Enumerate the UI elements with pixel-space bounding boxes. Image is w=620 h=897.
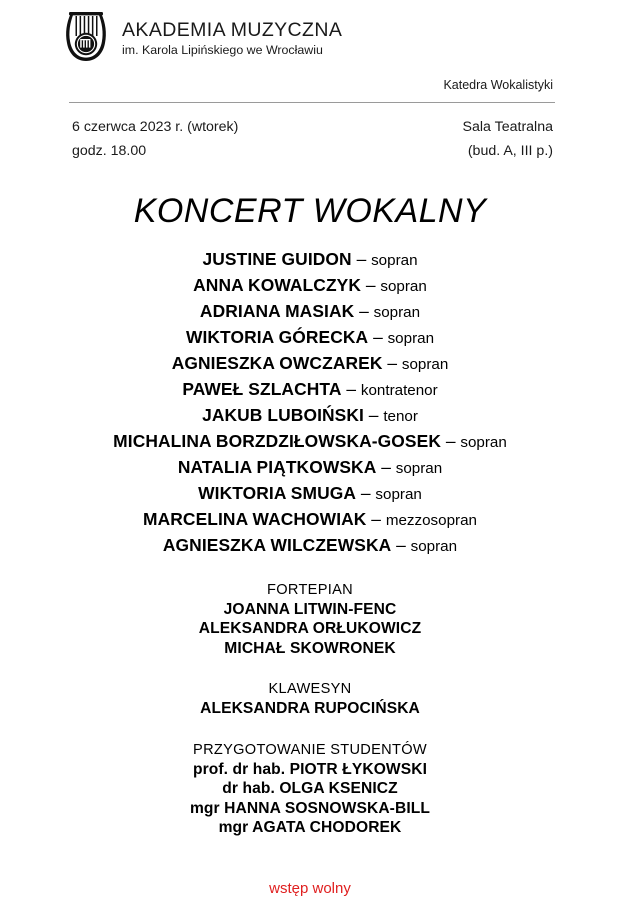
performer-name: PAWEŁ SZLACHTA — [182, 378, 342, 399]
credit-block — [0, 680, 620, 719]
page-title: KONCERT WOKALNY — [133, 191, 487, 230]
performer-separator: – — [360, 482, 371, 503]
performer-separator: – — [445, 430, 456, 451]
performer-name: AGNIESZKA WILCZEWSKA — [162, 534, 392, 555]
performer-voice-type: sopran — [375, 485, 422, 503]
event-date: 6 czerwca 2023 r. (wtorek) — [72, 119, 239, 135]
performer-row — [0, 247, 620, 273]
performer-name: ANNA KOWALCZYK — [193, 274, 362, 295]
event-info — [0, 103, 620, 164]
lyre-icon — [64, 11, 108, 67]
credit-name: ALEKSANDRA ORŁUKOWICZ — [198, 620, 422, 638]
admission-note: wstęp wolny — [269, 879, 351, 897]
performer-name: WIKTORIA GÓRECKA — [185, 326, 369, 347]
performer-name: NATALIA PIĄTKOWSKA — [177, 456, 377, 477]
institution-name: AKADEMIA MUZYCZNA — [122, 19, 343, 42]
performer-voice-type: sopran — [395, 459, 443, 477]
performer-name: MARCELINA WACHOWIAK — [143, 508, 367, 529]
event-venue-detail: (bud. A, III p.) — [467, 143, 553, 160]
performer-voice-type: sopran — [401, 355, 449, 373]
performer-name: JAKUB LUBOIŃSKI — [202, 404, 364, 425]
performer-separator: – — [365, 274, 376, 295]
credit-name: JOANNA LITWIN-FENC — [223, 600, 397, 618]
performer-separator: – — [371, 508, 381, 529]
performer-separator: – — [387, 352, 398, 373]
credit-name: prof. dr hab. PIOTR ŁYKOWSKI — [192, 760, 428, 778]
credit-block — [0, 581, 620, 659]
credit-heading: KLAWESYN — [268, 681, 352, 698]
performer-list — [0, 247, 620, 559]
performer-separator: – — [356, 248, 367, 269]
event-venue: Sala Teatralna — [462, 119, 553, 135]
event-date-block — [72, 115, 238, 164]
performer-row — [0, 455, 620, 481]
performer-voice-type: mezzosopran — [385, 511, 477, 529]
performer-separator: – — [373, 326, 383, 347]
institution-subtitle: im. Karola Lipińskiego we Wrocławiu — [122, 42, 323, 57]
credit-name: mgr AGATA CHODOREK — [218, 819, 402, 837]
performer-voice-type: sopran — [387, 329, 435, 347]
performer-name: MICHALINA BORZDZIŁOWSKA-GOSEK — [113, 430, 441, 451]
performer-voice-type: kontratenor — [360, 381, 438, 399]
performer-voice-type: sopran — [371, 251, 418, 269]
performer-row — [0, 377, 620, 403]
credit-name: ALEKSANDRA RUPOCIŃSKA — [200, 700, 420, 718]
credit-name: dr hab. OLGA KSENICZ — [222, 780, 398, 798]
performer-name: JUSTINE GUIDON — [202, 248, 352, 269]
performer-row — [0, 481, 620, 507]
performer-row — [0, 507, 620, 533]
credit-block — [0, 741, 620, 838]
credit-heading: FORTEPIAN — [267, 581, 353, 598]
poster-header — [0, 0, 620, 62]
institution-wordmark — [122, 20, 342, 58]
performer-separator: – — [359, 300, 369, 321]
performer-row — [0, 403, 620, 429]
performer-name: WIKTORIA SMUGA — [198, 482, 357, 503]
performer-voice-type: sopran — [373, 303, 421, 321]
credits-section — [0, 581, 620, 838]
performer-row — [0, 351, 620, 377]
event-time: godz. 18.00 — [72, 143, 147, 160]
performer-voice-type: sopran — [380, 277, 427, 295]
performer-row — [0, 533, 620, 559]
performer-voice-type: sopran — [410, 537, 458, 555]
performer-row — [0, 299, 620, 325]
credit-heading: PRZYGOTOWANIE STUDENTÓW — [193, 741, 427, 758]
performer-voice-type: sopran — [460, 433, 507, 451]
performer-separator: – — [368, 404, 379, 425]
credit-name: MICHAŁ SKOWRONEK — [224, 639, 396, 657]
credit-name: mgr HANNA SOSNOWSKA-BILL — [189, 799, 431, 817]
performer-name: ADRIANA MASIAK — [199, 300, 355, 321]
performer-row — [0, 325, 620, 351]
performer-name: AGNIESZKA OWCZAREK — [171, 352, 383, 373]
performer-row — [0, 429, 620, 455]
performer-row — [0, 273, 620, 299]
performer-separator: – — [381, 456, 391, 477]
performer-separator: – — [396, 534, 406, 555]
performer-separator: – — [346, 378, 357, 399]
department-label: Katedra Wokalistyki — [443, 78, 553, 92]
performer-voice-type: tenor — [383, 407, 418, 425]
event-venue-block — [463, 115, 553, 164]
